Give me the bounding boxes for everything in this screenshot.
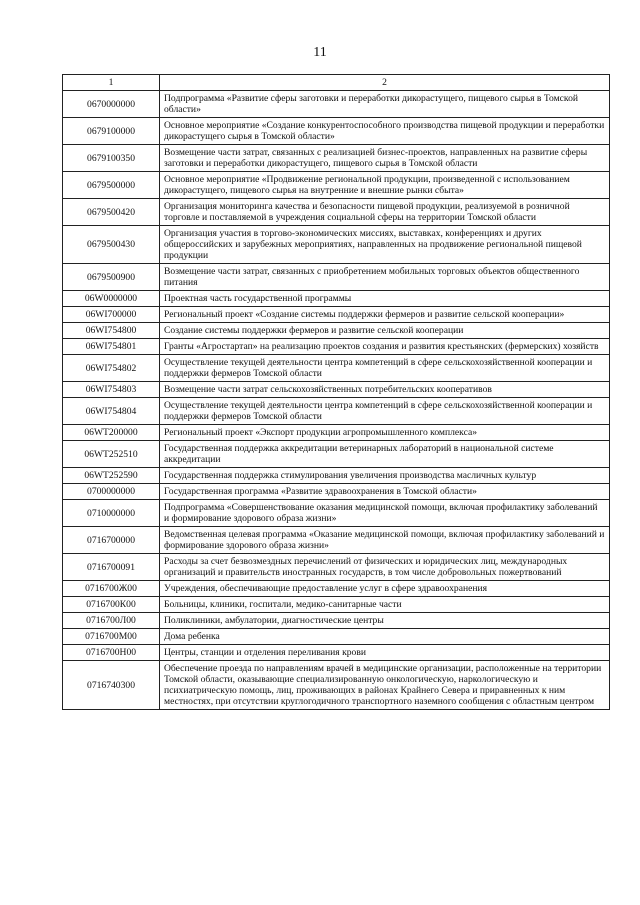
row-description: Подпрограмма «Совершенствование оказания медицинской помощи, включая профилактику заболеваний и формирование здорового образа жизни» xyxy=(160,500,610,527)
budget-classification-table xyxy=(62,74,610,710)
row-code: 0700000000 xyxy=(63,484,160,500)
row-description: Подпрограмма «Развитие сферы заготовки и переработки дикорастущего, пищевого сырья в Томской области» xyxy=(160,91,610,118)
row-code: 0710000000 xyxy=(63,500,160,527)
table-row xyxy=(63,118,610,145)
row-code: 0716700К00 xyxy=(63,597,160,613)
table-row xyxy=(63,425,610,441)
row-code: 06WI700000 xyxy=(63,307,160,323)
row-code: 06WT252510 xyxy=(63,441,160,468)
table-row xyxy=(63,554,610,581)
row-code: 06WI754803 xyxy=(63,382,160,398)
row-code: 06WI754801 xyxy=(63,339,160,355)
row-description: Государственная поддержка аккредитации ветеринарных лабораторий в национальной системе аккредитации xyxy=(160,441,610,468)
table-row xyxy=(63,382,610,398)
row-code: 0716700000 xyxy=(63,527,160,554)
row-description: Возмещение части затрат, связанных с приобретением мобильных торговых объектов общественного питания xyxy=(160,264,610,291)
row-description: Региональный проект «Создание системы поддержки фермеров и развитие сельской кооперации» xyxy=(160,307,610,323)
row-code: 06WT200000 xyxy=(63,425,160,441)
row-code: 06W0000000 xyxy=(63,291,160,307)
table-row xyxy=(63,145,610,172)
table-row xyxy=(63,264,610,291)
table-row xyxy=(63,291,610,307)
row-description: Гранты «Агростартап» на реализацию проектов создания и развития крестьянских (фермерских) хозяйств xyxy=(160,339,610,355)
table-row xyxy=(63,468,610,484)
row-description: Обеспечение проезда по направлениям врачей в медицинские организации, расположенные на территории Томской области, оказывающие специализированную онкологическую, наркологическую и психиатрическую помощь, лиц, проживающих в районах Крайнего Севера и приравненных к ним местностях, при отсутствии круглогодичного транспортного наземного сообщения с областным центром xyxy=(160,661,610,710)
table-row xyxy=(63,355,610,382)
row-description: Проектная часть государственной программы xyxy=(160,291,610,307)
table-row xyxy=(63,307,610,323)
table-row xyxy=(63,339,610,355)
row-description: Возмещение части затрат, связанных с реализацией бизнес-проектов, направленных на развитие сферы заготовки и переработки дикорастущего, пищевого сырья в Томской области xyxy=(160,145,610,172)
row-description: Больницы, клиники, госпитали, медико-санитарные части xyxy=(160,597,610,613)
row-code: 0679100000 xyxy=(63,118,160,145)
table-row xyxy=(63,441,610,468)
table-row xyxy=(63,661,610,710)
row-code: 0716700Л00 xyxy=(63,613,160,629)
page-number: 11 xyxy=(313,45,327,60)
table-row xyxy=(63,226,610,264)
row-code: 0716700М00 xyxy=(63,629,160,645)
table-row xyxy=(63,91,610,118)
row-description: Учреждения, обеспечивающие предоставление услуг в сфере здравоохранения xyxy=(160,581,610,597)
row-description: Возмещение части затрат сельскохозяйственных потребительских кооперативов xyxy=(160,382,610,398)
table-row xyxy=(63,597,610,613)
table-row xyxy=(63,613,610,629)
table-row xyxy=(63,629,610,645)
table-row xyxy=(63,500,610,527)
row-code: 0679500420 xyxy=(63,199,160,226)
row-code: 06WI754802 xyxy=(63,355,160,382)
column-header-code: 1 xyxy=(63,75,160,91)
table-row xyxy=(63,199,610,226)
row-description: Организация мониторинга качества и безопасности пищевой продукции, реализуемой в розничной торговле и поставляемой в учреждения социальной сферы на территории Томской области xyxy=(160,199,610,226)
row-description: Основное мероприятие «Создание конкурентоспособного производства пищевой продукции и переработки дикорастущего сырья в Томской области» xyxy=(160,118,610,145)
row-code: 0679100350 xyxy=(63,145,160,172)
row-description: Поликлиники, амбулатории, диагностические центры xyxy=(160,613,610,629)
row-description: Расходы за счет безвозмездных перечислений от физических и юридических лиц, международных организаций и правительств иностранных государств, в том числе добровольных пожертвований xyxy=(160,554,610,581)
row-description: Региональный проект «Экспорт продукции агропромышленного комплекса» xyxy=(160,425,610,441)
row-code: 0679500430 xyxy=(63,226,160,264)
row-code: 0679500900 xyxy=(63,264,160,291)
table-row xyxy=(63,645,610,661)
row-code: 06WT252590 xyxy=(63,468,160,484)
table-row xyxy=(63,484,610,500)
table-row xyxy=(63,172,610,199)
row-description: Осуществление текущей деятельности центра компетенций в сфере сельскохозяйственной кооперации и поддержки фермеров Томской области xyxy=(160,398,610,425)
table-header-row xyxy=(63,75,610,91)
row-code: 0679500000 xyxy=(63,172,160,199)
row-code: 06WI754804 xyxy=(63,398,160,425)
table-row xyxy=(63,323,610,339)
row-description: Осуществление текущей деятельности центра компетенций в сфере сельскохозяйственной кооперации и поддержки фермеров Томской области xyxy=(160,355,610,382)
table-row xyxy=(63,398,610,425)
row-code: 0716700Н00 xyxy=(63,645,160,661)
row-code: 0716700Ж00 xyxy=(63,581,160,597)
column-header-description: 2 xyxy=(160,75,610,91)
row-code: 0716700091 xyxy=(63,554,160,581)
row-description: Центры, станции и отделения переливания крови xyxy=(160,645,610,661)
row-description: Основное мероприятие «Продвижение региональной продукции, произведенной с использованием дикорастущего, пищевого сырья на внутренние и внешние рынки сбыта» xyxy=(160,172,610,199)
table-row xyxy=(63,581,610,597)
table-row xyxy=(63,527,610,554)
row-code: 0670000000 xyxy=(63,91,160,118)
row-description: Организация участия в торгово-экономических миссиях, выставках, конференциях и других общероссийских и зарубежных мероприятиях, направленных на продвижение региональной пищевой продукции xyxy=(160,226,610,264)
row-description: Ведомственная целевая программа «Оказание медицинской помощи, включая профилактику заболеваний и формирование здорового образа жизни» xyxy=(160,527,610,554)
row-code: 06WI754800 xyxy=(63,323,160,339)
row-description: Дома ребенка xyxy=(160,629,610,645)
row-description: Создание системы поддержки фермеров и развитие сельской кооперации xyxy=(160,323,610,339)
row-description: Государственная поддержка стимулирования увеличения производства масличных культур xyxy=(160,468,610,484)
row-description: Государственная программа «Развитие здравоохранения в Томской области» xyxy=(160,484,610,500)
row-code: 0716740300 xyxy=(63,661,160,710)
